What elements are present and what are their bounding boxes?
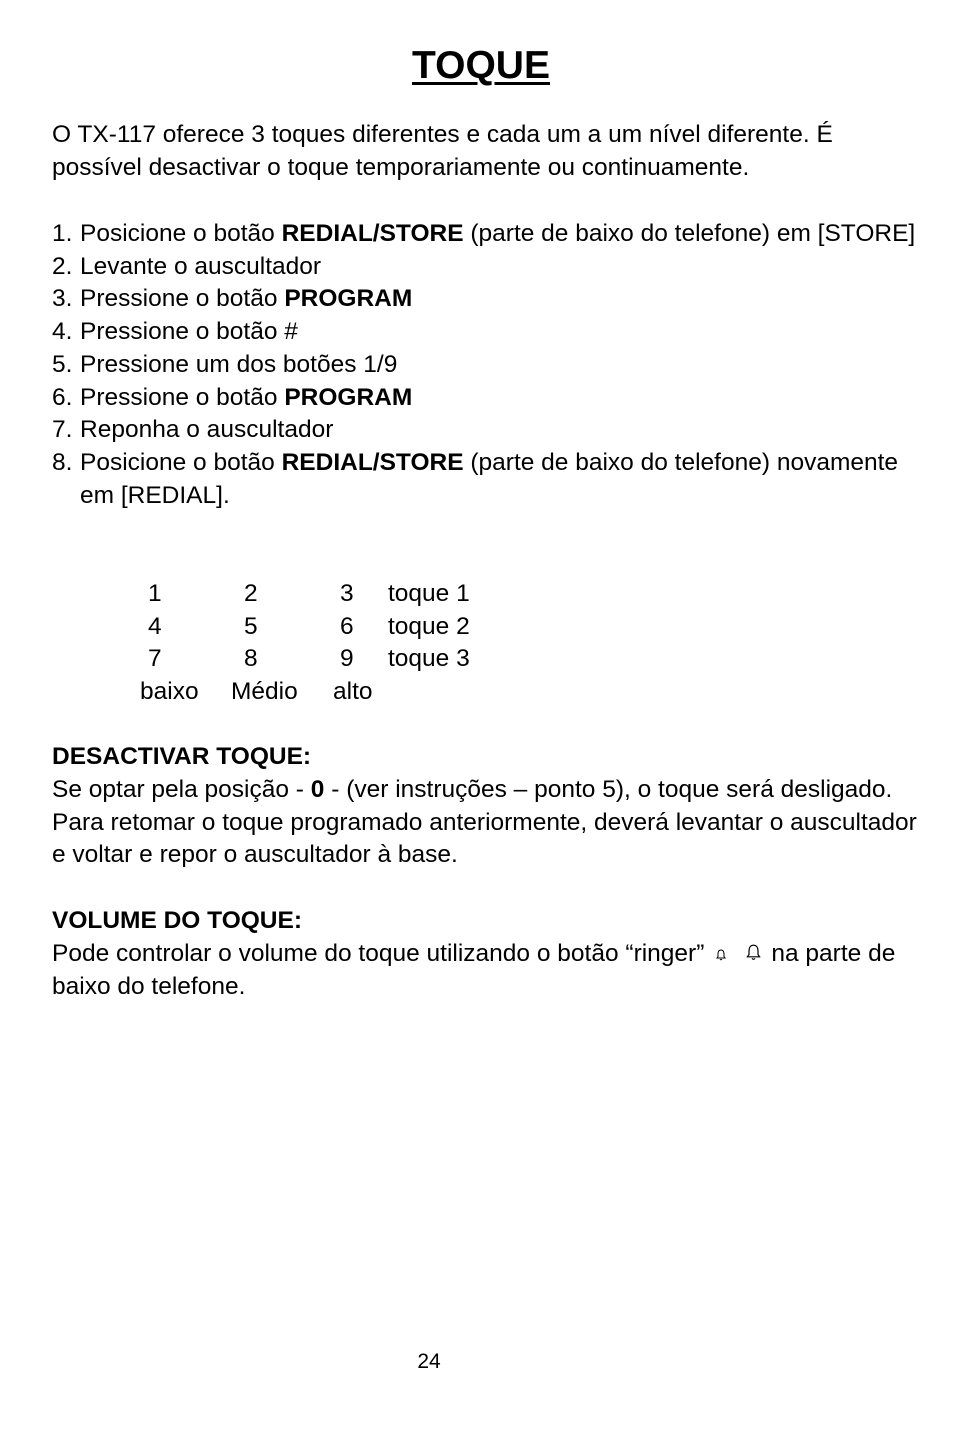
bell-large-icon: [746, 938, 761, 971]
disable-text-pre: Se optar pela posição -: [52, 776, 311, 803]
step-button-name: PROGRAM: [284, 285, 413, 313]
step-text: Posicione o botão: [80, 220, 282, 247]
ring-table-row: [52, 643, 552, 676]
step-number: 8.: [52, 448, 73, 476]
intro-paragraph: O TX-117 oferece 3 toques diferentes e cada um a um nível diferente. É possível desactivar o toque temporariamente ou continuamente.: [52, 121, 833, 181]
page-title: TOQUE: [412, 44, 550, 87]
ring-tone-table: [52, 578, 552, 709]
step-item: [52, 382, 922, 415]
ring-tone-label: toque 1: [388, 580, 470, 607]
step-item: [52, 447, 922, 512]
step-item: [52, 349, 922, 382]
key-high: 3: [340, 580, 354, 607]
step-item: [52, 218, 922, 251]
page-number: 24: [417, 1350, 441, 1373]
ring-tone-label: toque 2: [388, 612, 470, 640]
step-item: [52, 316, 922, 349]
step-number: 1.: [52, 220, 73, 247]
level-low-label: baixo: [140, 678, 199, 706]
ring-level-row: [52, 676, 552, 709]
key-high: 6: [340, 612, 354, 640]
key-medium: 5: [244, 612, 258, 640]
ring-tone-label: toque 3: [388, 645, 470, 673]
level-medium-label: Médio: [231, 678, 298, 706]
ring-table-row: [52, 611, 552, 644]
level-high-label: alto: [333, 678, 373, 706]
key-low: 1: [148, 580, 162, 607]
disable-text-post: - (ver instruções – ponto 5), o toque será desligado. Para retomar o toque programado anteriormente, deverá levantar o auscultador e voltar e repor o auscultador à base.: [52, 776, 917, 869]
step-number: 5.: [52, 350, 73, 378]
step-item: [52, 251, 922, 284]
step-item: [52, 414, 922, 447]
step-number: 4.: [52, 318, 73, 346]
step-number: 6.: [52, 383, 73, 411]
step-text-suffix: (parte de baixo do telefone) novamente em [REDIAL].: [80, 448, 899, 509]
disable-key-zero: 0: [310, 776, 325, 803]
instruction-steps: [52, 218, 922, 512]
key-low: 4: [148, 612, 162, 640]
step-number: 2.: [52, 252, 73, 280]
ring-volume-heading: VOLUME DO TOQUE:: [52, 907, 303, 934]
step-text: Reponha o auscultador: [80, 416, 334, 444]
step-number: 7.: [52, 416, 73, 444]
key-low: 7: [148, 645, 162, 673]
step-number: 3.: [52, 285, 73, 313]
step-button-name: REDIAL/STORE: [281, 448, 464, 476]
step-text: Levante o auscultador: [80, 252, 322, 280]
key-high: 9: [340, 645, 354, 673]
key-medium: 8: [244, 645, 258, 673]
bell-small-icon: [716, 938, 726, 971]
step-text: Pressione o botão: [80, 285, 285, 313]
ring-table-row: [52, 578, 552, 611]
step-item: [52, 283, 922, 316]
step-text: Pressione o botão #: [80, 318, 298, 346]
step-button-name: REDIAL/STORE: [281, 220, 464, 247]
step-button-name: PROGRAM: [284, 383, 413, 411]
volume-text-pre: Pode controlar o volume do toque utilizando o botão “ringer”: [52, 940, 705, 967]
disable-ring-text: [52, 774, 922, 872]
disable-ring-heading: DESACTIVAR TOQUE:: [52, 743, 312, 770]
step-text: Pressione um dos botões 1/9: [80, 350, 398, 378]
step-text: Pressione o botão: [80, 383, 285, 411]
step-text: Posicione o botão: [80, 448, 282, 476]
ring-volume-text: [52, 938, 922, 1004]
step-text-suffix: (parte de baixo do telefone) em [STORE]: [463, 220, 916, 247]
key-medium: 2: [244, 580, 258, 607]
volume-text-post: na parte de baixo do telefone.: [52, 940, 896, 1000]
